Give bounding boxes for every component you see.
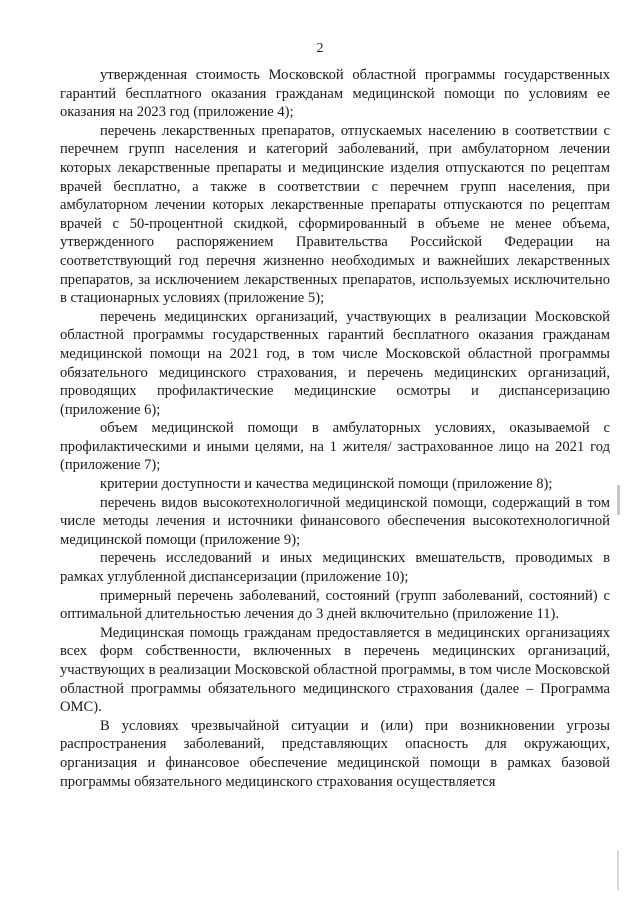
paragraph-2: перечень лекарственных препаратов, отпускаемых населению в соответствии с перечнем групп населения и категорий заболеваний, при амбулаторном лечении которых лекарственные препараты и медицинские изделия отпускаются по рецептам врачей бесплатно, а также в соответствии с перечнем групп населения, при амбулаторном лечении которых лекарственные препараты отпускаются по рецептам врачей с 50-процентной скидкой, сформированный в объеме не менее объема, утвержденного распоряжением Правительства Российской Федерации на соответствующий год перечня жизненно необходимых и важнейших лекарственных препаратов, за исключением лекарственных препаратов, используемых исключительно в стационарных условиях (приложение 5);: [60, 122, 610, 307]
paragraph-1: утвержденная стоимость Московской областной программы государственных гарантий бесплатного оказания гражданам медицинской помощи по условиям ее оказания на 2023 год (приложение 4);: [60, 67, 610, 121]
paragraph-9: Медицинская помощь гражданам предоставляется в медицинских организациях всех форм собственности, включенных в перечень медицинских организаций, участвующих в реализации Московской областной программы, в том числе Московской областной программы обязательного медицинского страхования (далее – Программа ОМС).: [60, 624, 610, 716]
page-number: 2: [316, 41, 324, 56]
scan-margin-mark: [617, 850, 619, 890]
paragraph-10: В условиях чрезвычайной ситуации и (или) при возникновении угрозы распространения заболеваний, представляющих опасность для окружающих, организация и финансовое обеспечение медицинской помощи в рамках базовой программы обязательного медицинского страхования осуществляется: [60, 717, 610, 790]
paragraph-8: примерный перечень заболеваний, состояний (групп заболеваний, состояний) с оптимальной длительностью лечения до 3 дней включительно (приложение 11).: [60, 587, 610, 623]
paragraph-7: перечень исследований и иных медицинских вмешательств, проводимых в рамках углубленной диспансеризации (приложение 10);: [60, 550, 610, 586]
document-body: [60, 66, 610, 791]
paragraph-5: критерии доступности и качества медицинской помощи (приложение 8);: [100, 476, 553, 493]
paragraph-4: объем медицинской помощи в амбулаторных условиях, оказываемой с профилактическими и иными целями, на 1 жителя/ застрахованное лицо на 2021 год (приложение 7);: [60, 420, 610, 474]
scan-margin-mark: [617, 485, 620, 515]
paragraph-6: перечень видов высокотехнологичной медицинской помощи, содержащий в том числе методы лечения и источники финансового обеспечения высокотехнологичной медицинской помощи (приложение 9);: [60, 494, 610, 548]
paragraph-3: перечень медицинских организаций, участвующих в реализации Московской областной программы государственных гарантий бесплатного оказания гражданам медицинской помощи на 2021 год, в том числе Московской областной программы обязательного медицинского страхования, и перечень медицинских организаций, проводящих профилактические медицинские осмотры и диспансеризацию (приложение 6);: [60, 308, 610, 418]
